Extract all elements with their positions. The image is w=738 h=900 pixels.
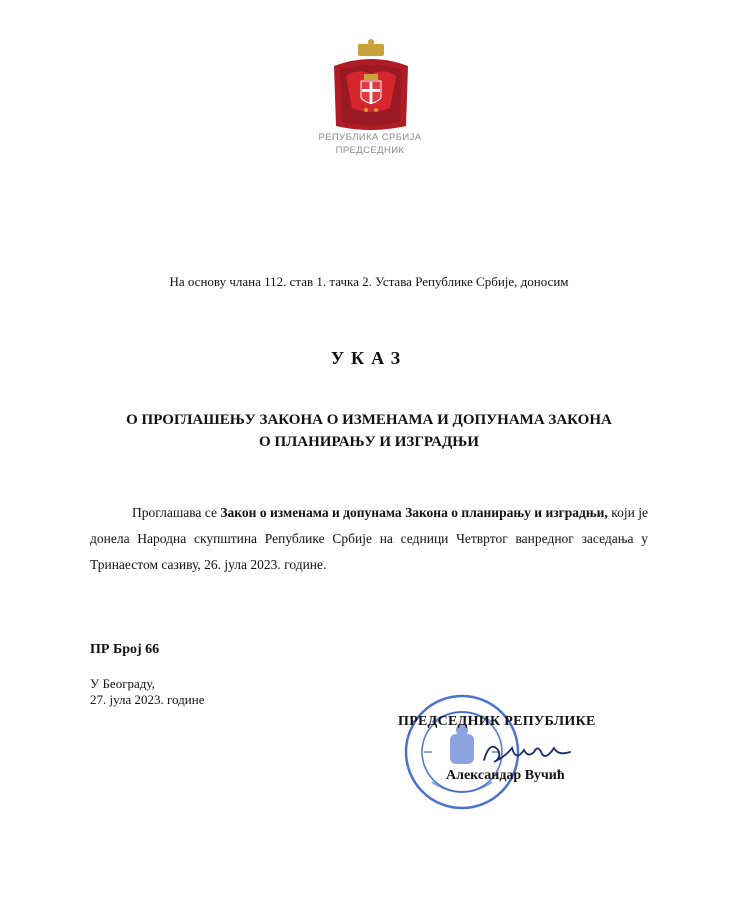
- subtitle-line-1: О ПРОГЛАШЕЊУ ЗАКОНА О ИЗМЕНАМА И ДОПУНАМА ЗАКОНА: [126, 412, 612, 428]
- place-date: 27. јула 2023. године: [90, 692, 205, 707]
- issuer-office: ПРЕДСЕДНИК: [335, 145, 405, 156]
- body-paragraph: [90, 500, 648, 578]
- issuer-country: РЕПУБЛИКА СРБИЈА: [318, 132, 422, 143]
- body-rest: који је донела Народна скупштина Републике Србије на седници Четвртог ванредног заседања у Тринаестом сазиву, 26. јула 2023. године.: [90, 505, 648, 572]
- body-lead: Проглашава се: [132, 505, 221, 520]
- signatory-title: ПРЕДСЕДНИК РЕПУБЛИКЕ: [398, 714, 596, 729]
- serbian-coat-of-arms-icon: [330, 38, 412, 134]
- preamble-text: На основу члана 112. став 1. тачка 2. Устава Републике Србије, доносим: [169, 274, 569, 289]
- reference-number: ПР Број 66: [90, 642, 160, 657]
- subtitle-line-2: О ПЛАНИРАЊУ И ИЗГРАДЊИ: [259, 434, 479, 450]
- place-and-date: [90, 676, 204, 708]
- signatory-name: Александар Вучић: [446, 768, 565, 783]
- document-title: УКАЗ: [330, 348, 408, 368]
- handwritten-signature: [480, 736, 580, 770]
- place-city: У Београду,: [90, 676, 155, 691]
- law-name: Закон о изменама и допунама Закона о планирању и изградњи,: [220, 505, 608, 520]
